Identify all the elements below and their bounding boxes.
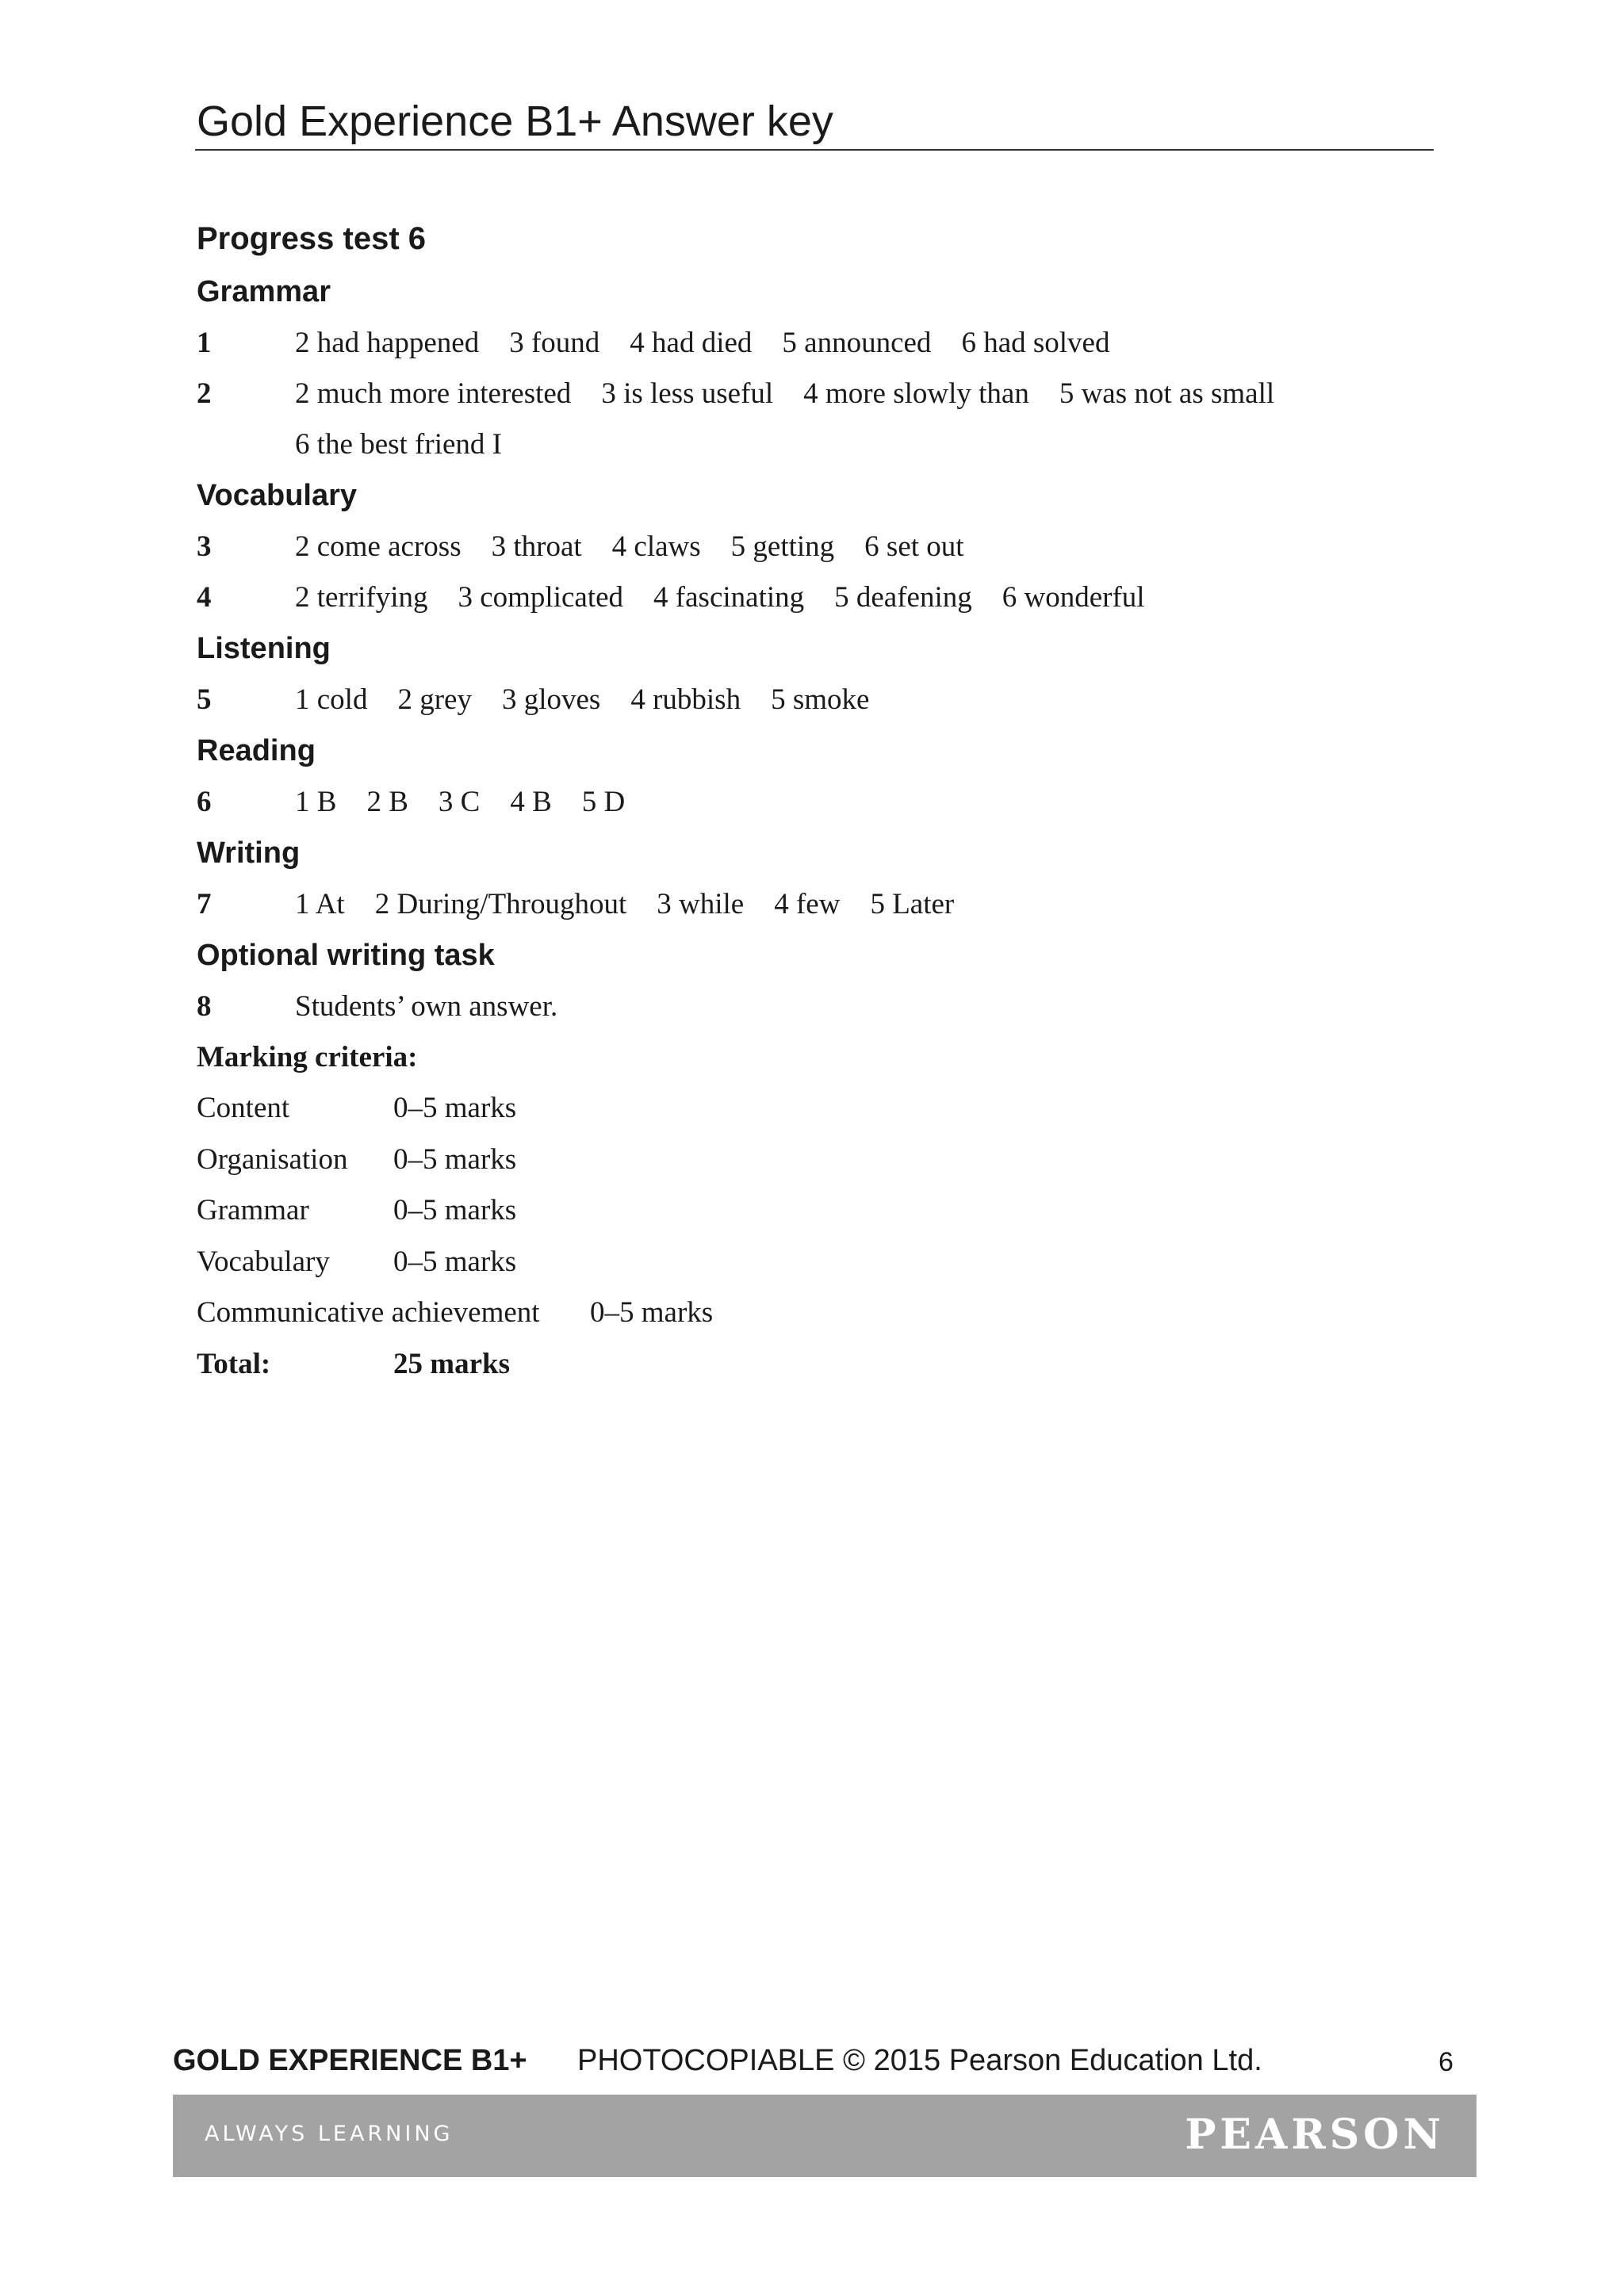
answer: 3 is less useful xyxy=(601,377,774,410)
answer: Students’ own answer. xyxy=(295,990,558,1023)
answer: 1 B xyxy=(295,786,337,818)
answer: 6 wonderful xyxy=(1002,581,1145,614)
criterion-marks: 0–5 marks xyxy=(393,1092,517,1124)
answer: 4 fascinating xyxy=(653,581,805,614)
criterion-marks: 0–5 marks xyxy=(393,1194,517,1226)
answer: 2 terrifying xyxy=(295,581,428,614)
pearson-logo: PEARSON xyxy=(1185,2110,1445,2159)
criterion-marks: 0–5 marks xyxy=(393,1143,517,1176)
exercise-number: 4 xyxy=(197,581,212,614)
section-heading-grammar: Grammar xyxy=(197,275,331,308)
answer: 6 had solved xyxy=(961,327,1110,359)
brand-tagline: ALWAYS LEARNING xyxy=(205,2122,454,2146)
section-heading-listening: Listening xyxy=(197,632,331,665)
footer-book-title: GOLD EXPERIENCE B1+ xyxy=(173,2044,527,2077)
exercise-number: 8 xyxy=(197,990,212,1023)
page-title: Gold Experience B1+ Answer key xyxy=(197,98,833,145)
answer: 4 B xyxy=(510,786,552,818)
page-number: 6 xyxy=(1438,2047,1454,2077)
answer: 6 the best friend I xyxy=(295,428,502,461)
exercise-number: 5 xyxy=(197,683,212,716)
answer: 2 B xyxy=(366,786,408,818)
criterion-label: Vocabulary xyxy=(197,1246,330,1278)
footer-copyright: PHOTOCOPIABLE © 2015 Pearson Education Ltd. xyxy=(577,2044,1262,2077)
criterion-label: Communicative achievement xyxy=(197,1296,540,1329)
section-heading-reading: Reading xyxy=(197,734,316,767)
criterion-label: Content xyxy=(197,1092,290,1124)
section-heading-vocabulary: Vocabulary xyxy=(197,479,358,512)
exercise-number: 3 xyxy=(197,530,212,563)
answer: 2 come across xyxy=(295,530,462,563)
answer: 4 had died xyxy=(630,327,753,359)
test-title: Progress test 6 xyxy=(197,221,427,256)
criterion-marks: 0–5 marks xyxy=(393,1246,517,1278)
answer: 5 smoke xyxy=(771,683,870,716)
answer: 3 while xyxy=(657,888,745,920)
answer: 4 more slowly than xyxy=(803,377,1029,410)
answer: 3 throat xyxy=(491,530,582,563)
answer: 2 much more interested xyxy=(295,377,572,410)
criterion-label: Organisation xyxy=(197,1143,348,1176)
answer: 3 gloves xyxy=(501,683,601,716)
answer: 2 had happened xyxy=(295,327,480,359)
section-heading-optional-writing: Optional writing task xyxy=(197,939,495,972)
exercise-number: 7 xyxy=(197,888,212,920)
answer: 3 C xyxy=(438,786,481,818)
answer: 4 rubbish xyxy=(630,683,741,716)
title-divider xyxy=(195,149,1434,151)
answer: 3 found xyxy=(509,327,600,359)
total-label: Total: xyxy=(197,1348,271,1380)
answer: 4 few xyxy=(774,888,841,920)
exercise-number: 2 xyxy=(197,377,212,410)
answer: 5 getting xyxy=(730,530,835,563)
answer: 5 Later xyxy=(870,888,955,920)
criterion-label: Grammar xyxy=(197,1194,309,1226)
answer: 5 deafening xyxy=(834,581,972,614)
answer: 2 During/Throughout xyxy=(374,888,627,920)
answer: 5 D xyxy=(581,786,626,818)
section-heading-writing: Writing xyxy=(197,836,301,870)
criterion-marks: 0–5 marks xyxy=(590,1296,714,1329)
exercise-number: 1 xyxy=(197,327,212,359)
answer: 2 grey xyxy=(397,683,472,716)
exercise-number: 6 xyxy=(197,786,212,818)
answer: 3 complicated xyxy=(458,581,624,614)
answer: 1 cold xyxy=(295,683,368,716)
answer: 6 set out xyxy=(864,530,964,563)
marking-criteria-heading: Marking criteria: xyxy=(197,1041,418,1073)
answer: 5 was not as small xyxy=(1059,377,1275,410)
answer: 1 At xyxy=(295,888,345,920)
answer: 4 claws xyxy=(611,530,701,563)
answer: 5 announced xyxy=(782,327,932,359)
brand-banner xyxy=(173,2095,1477,2177)
total-marks: 25 marks xyxy=(393,1348,510,1380)
